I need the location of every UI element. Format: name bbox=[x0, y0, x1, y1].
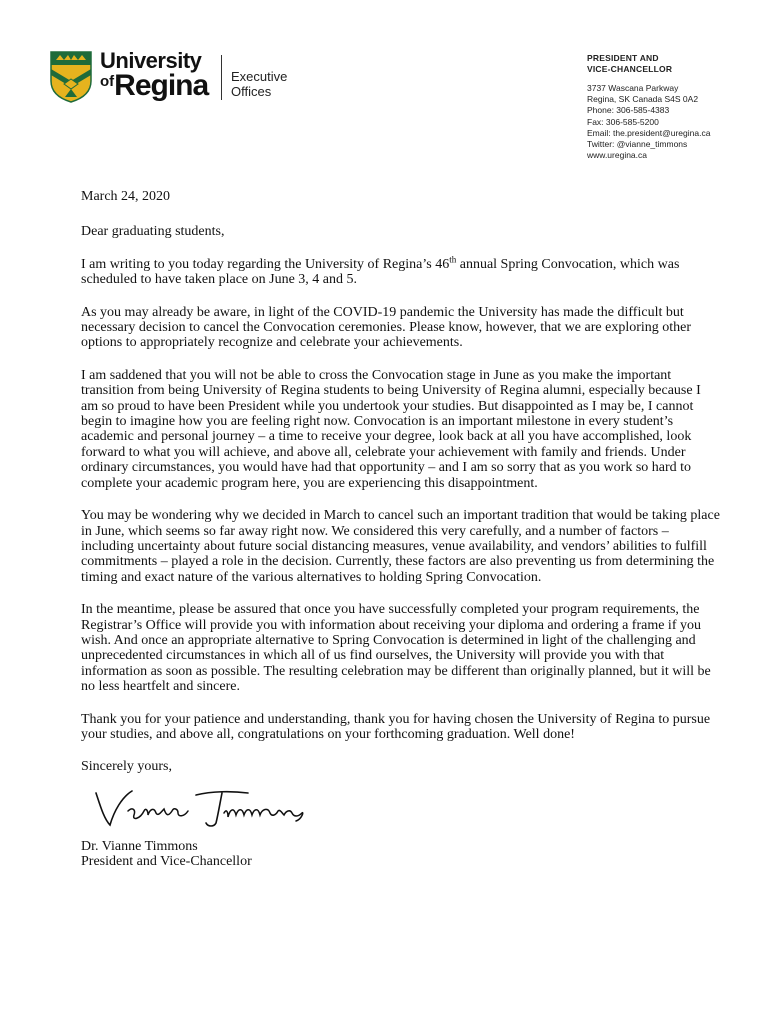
signer-name: Dr. Vianne Timmons bbox=[81, 838, 198, 854]
office-contact-block bbox=[587, 53, 710, 161]
paragraph-1-end: annual Spring Convocation, which was scheduled to have taken place on June 3, 4 and 5. bbox=[81, 256, 680, 288]
website-url: www.uregina.ca bbox=[587, 150, 648, 161]
address-line1: 3737 Wascana Parkway bbox=[587, 83, 679, 93]
letter-salutation: Dear graduating students, bbox=[81, 224, 225, 240]
paragraph-3: I am saddened that you will not be able to cross the Convocation stage in June as you make the important transition from being University of Regina students to being University of Regina alumni, especially because I am so proud to have been President while you undertook your studies. But disappointed as I may be, I cannot begin to imagine how you are feeling right now. Convocation is an important milestone in every student’s academic and personal journey – a time to receive your degree, look back at all you have accomplished, look forward to what you will achieve, and above all, celebrate your achievement with family and friends. Under ordinary circumstances, you would have had that opportunity – and I am so sorry that as you work so hard to complete your academic program here, you are experiencing this disappointment. bbox=[81, 367, 701, 491]
university-name-of: of bbox=[100, 73, 115, 90]
office-contact-info bbox=[587, 83, 710, 161]
paragraph-2: As you may already be aware, in light of the COVID-19 pandemic the University has made the difficult but necessary decision to cancel the Convocation ceremonies. Please know, however, that we are exploring other options to appropriately recognize and celebrate your achievements. bbox=[81, 304, 692, 351]
office-title-line2: VICE-CHANCELLOR bbox=[587, 64, 673, 74]
letter-closing: Sincerely yours, bbox=[81, 759, 172, 775]
letterhead bbox=[0, 0, 768, 180]
department-name bbox=[231, 69, 287, 99]
university-name-line1: University bbox=[100, 48, 202, 73]
ordinal-suffix: th bbox=[449, 254, 457, 265]
letter-date: March 24, 2020 bbox=[81, 189, 171, 204]
twitter-handle: Twitter: @vianne_timmons bbox=[587, 139, 688, 150]
paragraph-5: In the meantime, please be assured that once you have successfully completed your program requirements, the Registrar’s Office will provide you with information about receiving your diploma and ordering a frame if you wish. And once an appropriate alternative to Spring Convocation is determined in light of the challenging and unprecedented circumstances in which all of us find ourselves, the University will provide you with that information as soon as possible. The resulting celebration may be different than originally planned, but it will be no less heartfelt and sincere. bbox=[81, 602, 711, 695]
office-title bbox=[587, 53, 710, 75]
university-wordmark bbox=[100, 50, 208, 101]
university-name-line2 bbox=[100, 71, 208, 101]
signer-title: President and Vice-Chancellor bbox=[81, 854, 252, 870]
department-line2: Offices bbox=[231, 84, 272, 99]
university-name-regina: Regina bbox=[114, 69, 209, 102]
paragraph-4: You may be wondering why we decided in March to cancel such an important tradition that would be taking place in June, which seems so far away right now. We considered this very carefully, and a number of factors – including uncertainty about future social distancing measures, venue availability, and vendors’ abilities to fulfill commitments – played a role in the decision. Currently, these factors are also preventing us from determining the timing and exact nature of the various alternatives to holding Spring Convocation. bbox=[81, 508, 720, 585]
email-address: Email: the.president@uregina.ca bbox=[587, 127, 711, 138]
paragraph-1-start: I am writing to you today regarding the University of Regina’s 46 bbox=[81, 256, 450, 272]
paragraph-6: Thank you for your patience and understanding, thank you for having chosen the University of Regina to pursue your studies, and above all, congratulations on your forthcoming graduation. Well done! bbox=[81, 711, 711, 742]
fax-number: Fax: 306-585-5200 bbox=[587, 116, 659, 127]
paragraph-1 bbox=[81, 254, 721, 288]
address-line2: Regina, SK Canada S4S 0A2 bbox=[587, 94, 699, 105]
university-crest-icon bbox=[50, 51, 92, 103]
department-line1: Executive bbox=[231, 69, 288, 84]
letter-body bbox=[81, 189, 721, 870]
handwritten-signature bbox=[88, 781, 318, 833]
office-title-line1: PRESIDENT AND bbox=[587, 53, 659, 63]
letterhead-divider bbox=[221, 55, 222, 100]
phone-number: Phone: 306-585-4383 bbox=[587, 105, 670, 116]
